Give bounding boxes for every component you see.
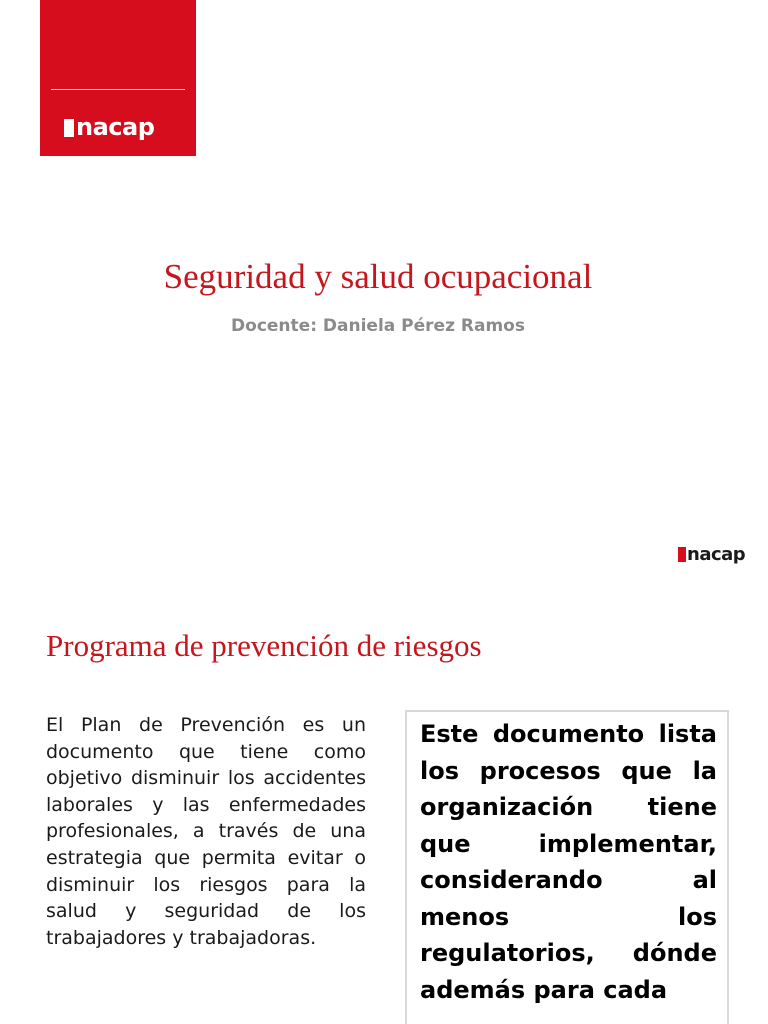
inacap-logo-text: nacap [76,113,155,141]
presentation-title: Seguridad y salud ocupacional [163,257,593,296]
inacap-logo-mark-icon [678,547,686,562]
slide-heading: Programa de prevención de riesgos [46,628,482,663]
logo-divider [51,89,185,90]
inacap-logo-mark-icon [64,119,74,137]
inacap-logo-block [40,0,196,156]
inacap-logo-small-text: nacap [687,544,746,565]
slide-body-text: El Plan de Prevención es un documento que tiene como objetivo disminuir los accidentes laborales y las enfermedades profesionales, a través de una estrategia que permita evitar o disminuir los riesgos para la salud y seguridad de los trabajadores y trabajadoras. [46,714,366,949]
callout-box [405,710,729,1024]
inacap-logo-small [678,546,745,564]
presentation-subtitle: Docente: Daniela Pérez Ramos [231,316,525,336]
inacap-logo [64,115,154,139]
slide-content [0,512,768,1024]
callout-text: Este documento lista los procesos que la organización tiene que implementar, considerando al menos los regulatorios, dónde además para cada [420,720,717,1004]
